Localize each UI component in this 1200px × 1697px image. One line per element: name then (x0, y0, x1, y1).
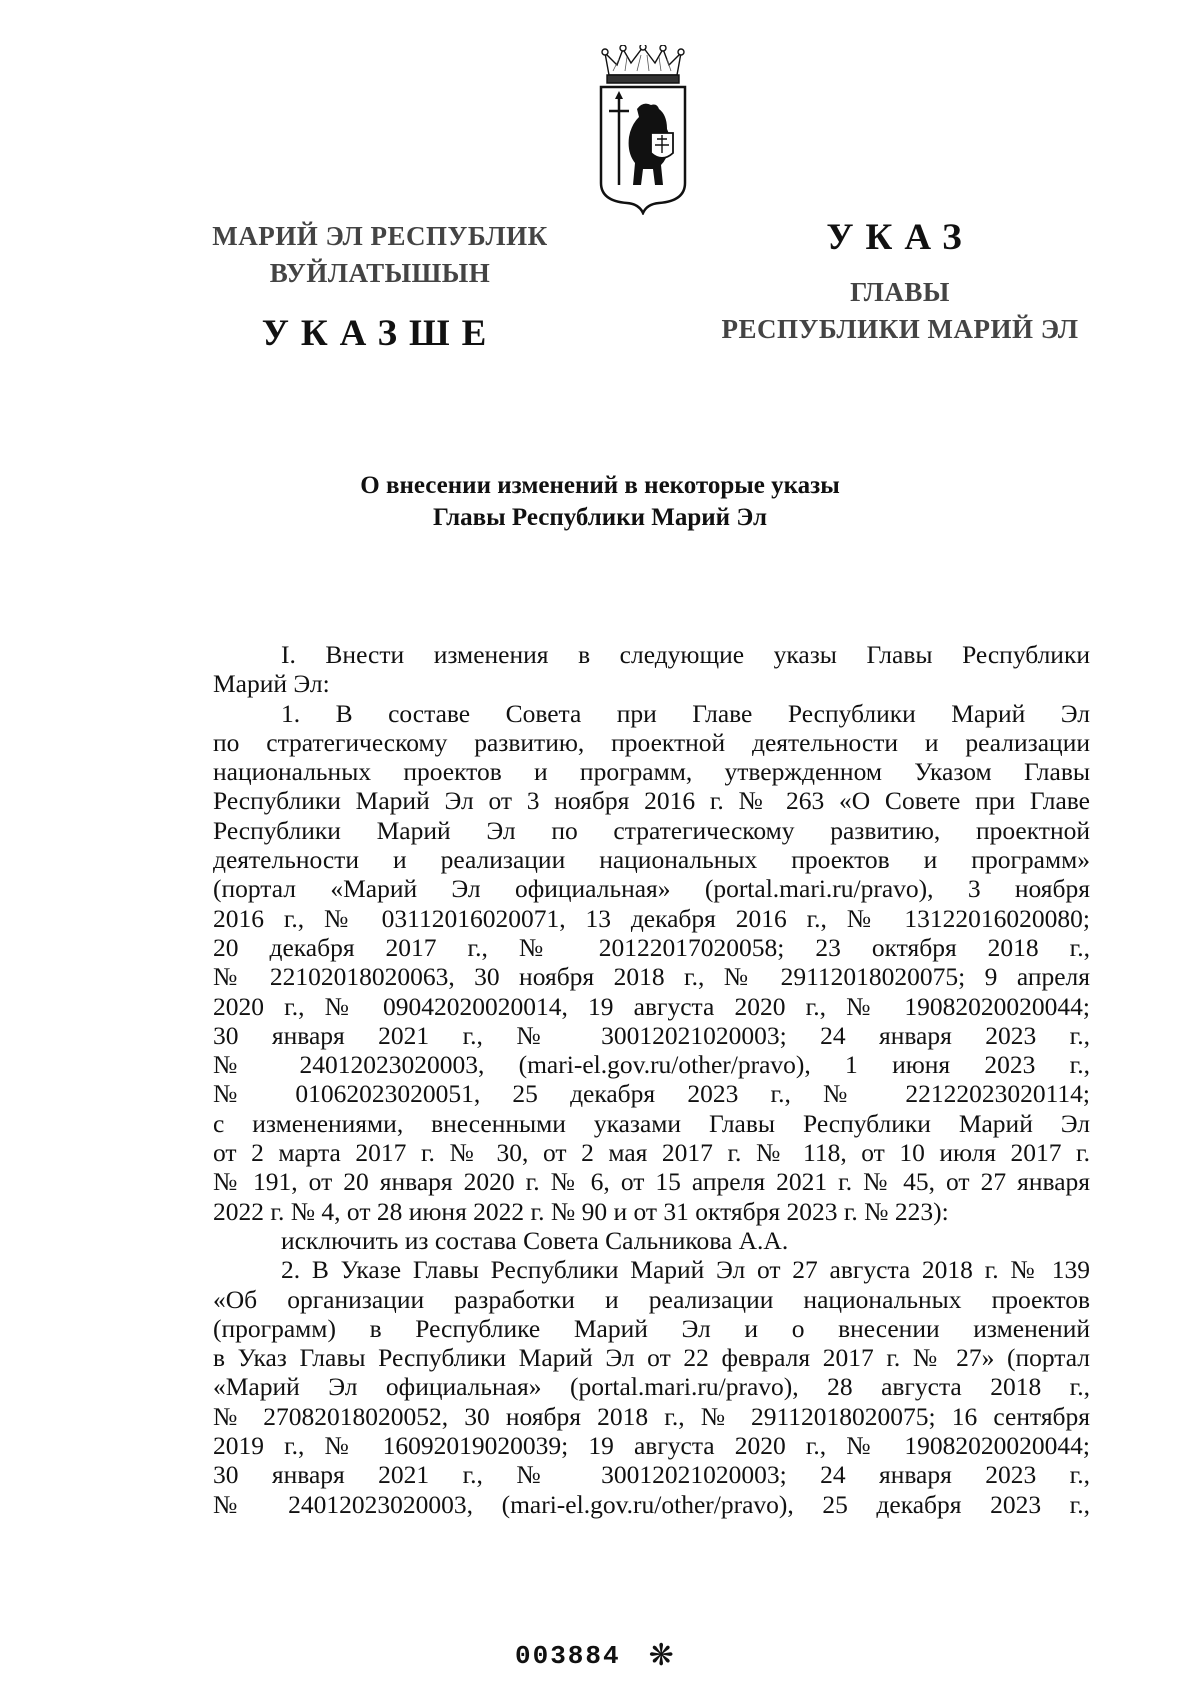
body-line: № 191, от 20 января 2020 г. № 6, от 15 апреля 2021 г. № 45, от 27 января (213, 1167, 1090, 1197)
header-right-line1: ГЛАВЫ (850, 277, 950, 307)
body-line: от 2 марта 2017 г. № 30, от 2 мая 2017 г. № 118, от 10 июля 2017 г. (213, 1138, 1090, 1168)
body-line: Республики Марий Эл по стратегическому развитию, проектной (213, 815, 1090, 845)
header-right-title: УКАЗ (826, 217, 974, 258)
body-line: по стратегическому развитию, проектной деятельности и реализации (213, 727, 1090, 757)
body-line: «Об организации разработки и реализации национальных проектов (213, 1284, 1090, 1314)
document-title-line1: О внесении изменений в некоторые указы (360, 472, 840, 499)
body-line: 2020 г., № 09042020020014, 19 августа 2020 г., № 19082020020044; (213, 991, 1090, 1021)
body-line: № 27082018020052, 30 ноября 2018 г., № 29112018020075; 16 сентября (213, 1401, 1090, 1431)
document-footer (515, 1638, 674, 1674)
body-line: с изменениями, внесенными указами Главы Республики Марий Эл (213, 1108, 1090, 1138)
serial-number: 003884 (515, 1641, 621, 1671)
body-line: 2019 г., № 16092019020039; 19 августа 2020 г., № 19082020020044; (213, 1431, 1090, 1461)
body-line: 2. В Указе Главы Республики Марий Эл от 27 августа 2018 г. № 139 (281, 1255, 1090, 1285)
body-line: исключить из состава Совета Сальникова А.А. (281, 1225, 789, 1255)
coat-of-arms-icon (597, 45, 689, 215)
body-line: 30 января 2021 г., № 30012021020003; 24 января 2023 г., (213, 1460, 1090, 1490)
body-line: «Марий Эл официальная» (portal.mari.ru/pravo), 28 августа 2018 г., (213, 1372, 1090, 1402)
body-line: Марий Эл: (213, 669, 330, 699)
document-body (213, 640, 1090, 1519)
body-line: в Указ Главы Республики Марий Эл от 22 февраля 2017 г. № 27» (портал (213, 1343, 1090, 1373)
header-left-line2: ВУЙЛАТЫШЫН (269, 258, 491, 288)
header-left-line1: МАРИЙ ЭЛ РЕСПУБЛИК (212, 221, 548, 251)
body-line: 30 января 2021 г., № 30012021020003; 24 января 2023 г., (213, 1020, 1090, 1050)
header-right-block (690, 217, 1110, 346)
body-line: № 24012023020003, (mari-el.gov.ru/other/pravo), 1 июня 2023 г., (213, 1050, 1090, 1080)
body-line: 1. В составе Совета при Главе Республики Марий Эл (281, 698, 1090, 728)
document-title (240, 470, 960, 534)
body-line: № 24012023020003, (mari-el.gov.ru/other/pravo), 25 декабря 2023 г., (213, 1489, 1090, 1519)
body-line: 20 декабря 2017 г., № 20122017020058; 23 октября 2018 г., (213, 932, 1090, 962)
header-left-title: УКАЗШЕ (261, 313, 499, 354)
header-right-line2: РЕСПУБЛИКИ МАРИЙ ЭЛ (721, 314, 1079, 344)
header-left-block (195, 220, 565, 355)
body-line: национальных проектов и программ, утвержденном Указом Главы (213, 757, 1090, 787)
body-line: I. Внести изменения в следующие указы Главы Республики (281, 640, 1090, 669)
body-line: (программ) в Республике Марий Эл и о внесении изменений (213, 1313, 1090, 1343)
body-line: деятельности и реализации национальных проектов и программ» (213, 845, 1090, 875)
document-title-line2: Главы Республики Марий Эл (433, 504, 767, 531)
snowflake-mark-icon: ❋ (648, 1638, 674, 1673)
body-line: 2016 г., № 03112016020071, 13 декабря 2016 г., № 13122016020080; (213, 903, 1090, 933)
body-line: 2022 г. № 4, от 28 июня 2022 г. № 90 и от 31 октября 2023 г. № 223): (213, 1196, 949, 1226)
body-line: Республики Марий Эл от 3 ноября 2016 г. № 263 «О Совете при Главе (213, 786, 1090, 816)
body-line: № 01062023020051, 25 декабря 2023 г., № 22122023020114; (213, 1079, 1090, 1109)
body-line: (портал «Марий Эл официальная» (portal.mari.ru/pravo), 3 ноября (213, 874, 1090, 904)
body-line: № 22102018020063, 30 ноября 2018 г., № 29112018020075; 9 апреля (213, 962, 1090, 992)
